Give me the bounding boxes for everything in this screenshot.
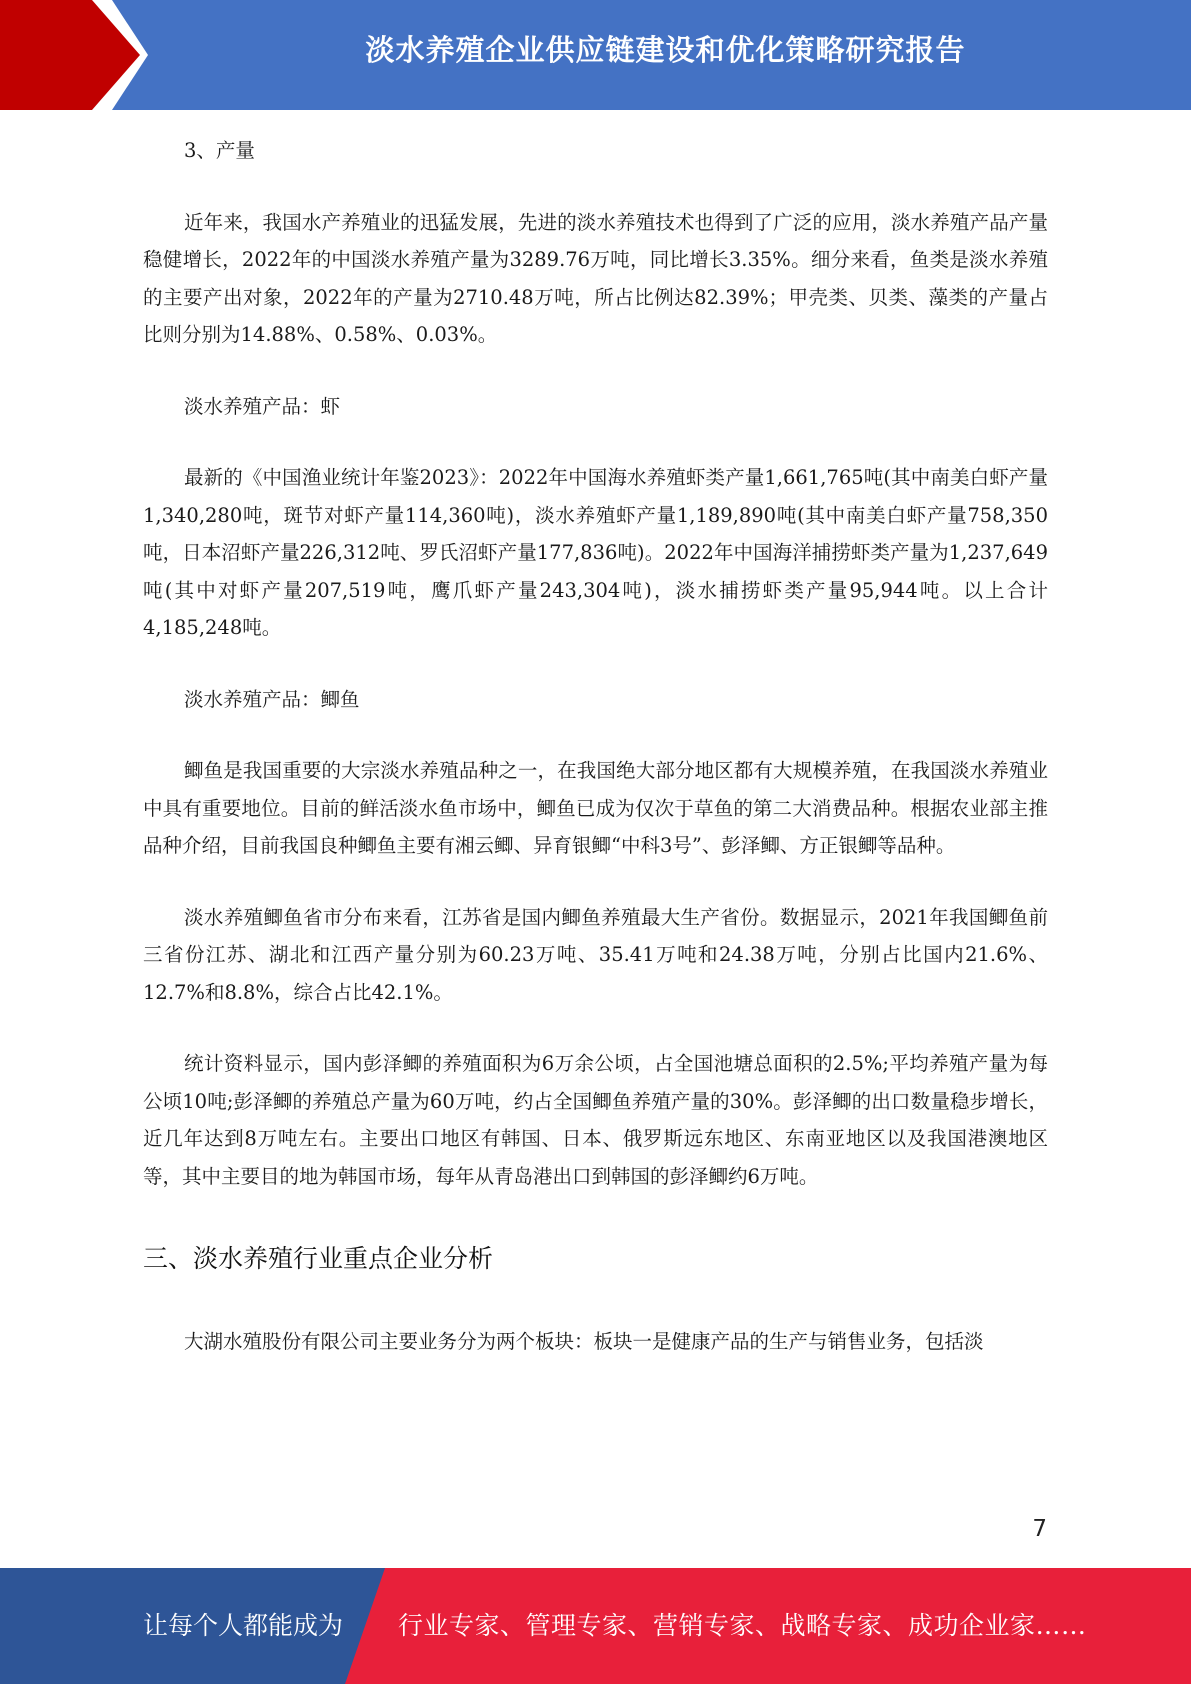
page-footer	[0, 1568, 1191, 1684]
production-paragraph: 近年来，我国水产养殖业的迅猛发展，先进的淡水养殖技术也得到了广泛的应用，淡水养殖产品产量稳健增长，2022年的中国淡水养殖产量为3289.76万吨，同比增长3.35%。细分来看，鱼类是淡水养殖的主要产出对象，2022年的产量为2710.48万吨，所占比例达82.39%；甲壳类、贝类、藻类的产量占比则分别为14.88%、0.58%、0.03%。	[143, 210, 1048, 346]
footer-slogan-left: 让每个人都能成为	[143, 1611, 344, 1640]
footer-slogan-right: 行业专家、管理专家、营销专家、战略专家、成功企业家……	[398, 1611, 1087, 1640]
crucian-paragraph-3: 统计资料显示，国内彭泽鲫的养殖面积为6万余公顷，占全国池塘总面积的2.5%;平均养殖产量为每公顷10吨;彭泽鲫的养殖总产量为60万吨，约占全国鲫鱼养殖产量的30%。彭泽鲫的出口数量稳步增长，近几年达到8万吨左右。主要出口地区有韩国、日本、俄罗斯远东地区、东南亚地区以及我国港澳地区等，其中主要目的地为韩国市场，每年从青岛港出口到韩国的彭泽鲫约6万吨。	[143, 1052, 1048, 1188]
section-heading-crucian: 淡水养殖产品：鲫鱼	[184, 687, 360, 711]
crucian-paragraph-2: 淡水养殖鲫鱼省市分布来看，江苏省是国内鲫鱼养殖最大生产省份。数据显示，2021年我国鲫鱼前三省份江苏、湖北和江西产量分别为60.23万吨、35.41万吨和24.38万吨，分别占比国内21.6%、12.7%和8.8%，综合占比42.1%。	[143, 905, 1048, 1004]
page-number: 7	[1032, 1516, 1047, 1542]
company-paragraph: 大湖水殖股份有限公司主要业务分为两个板块：板块一是健康产品的生产与销售业务，包括淡	[184, 1330, 984, 1353]
chapter-heading: 三、淡水养殖行业重点企业分析	[143, 1244, 494, 1273]
crucian-paragraph-1: 鲫鱼是我国重要的大宗淡水养殖品种之一，在我国绝大部分地区都有大规模养殖，在我国淡水养殖业中具有重要地位。目前的鲜活淡水鱼市场中，鲫鱼已成为仅次于草鱼的第二大消费品种。根据农业部主推品种介绍，目前我国良种鲫鱼主要有湘云鲫、异育银鲫“中科3号”、彭泽鲫、方正银鲫等品种。	[143, 759, 1048, 857]
page-content	[143, 132, 1048, 1361]
section-heading-production: 3、产量	[184, 139, 255, 162]
shrimp-paragraph: 最新的《中国渔业统计年鉴2023》：2022年中国海水养殖虾类产量1,661,765吨(其中南美白虾产量1,340,280吨，斑节对虾产量114,360吨)，淡水养殖虾产量1,189,890吨(其中南美白虾产量758,350吨，日本沼虾产量226,312吨、罗氏沼虾产量177,836吨)。2022年中国海洋捕捞虾类产量为1,237,649吨(其中对虾产量207,519吨，鹰爪虾产量243,304吨)，淡水捕捞虾类产量95,944吨。以上合计4,185,248吨。	[143, 466, 1048, 639]
page-header	[0, 0, 1191, 110]
report-title: 淡水养殖企业供应链建设和优化策略研究报告	[365, 33, 966, 67]
section-heading-shrimp: 淡水养殖产品：虾	[184, 394, 341, 418]
